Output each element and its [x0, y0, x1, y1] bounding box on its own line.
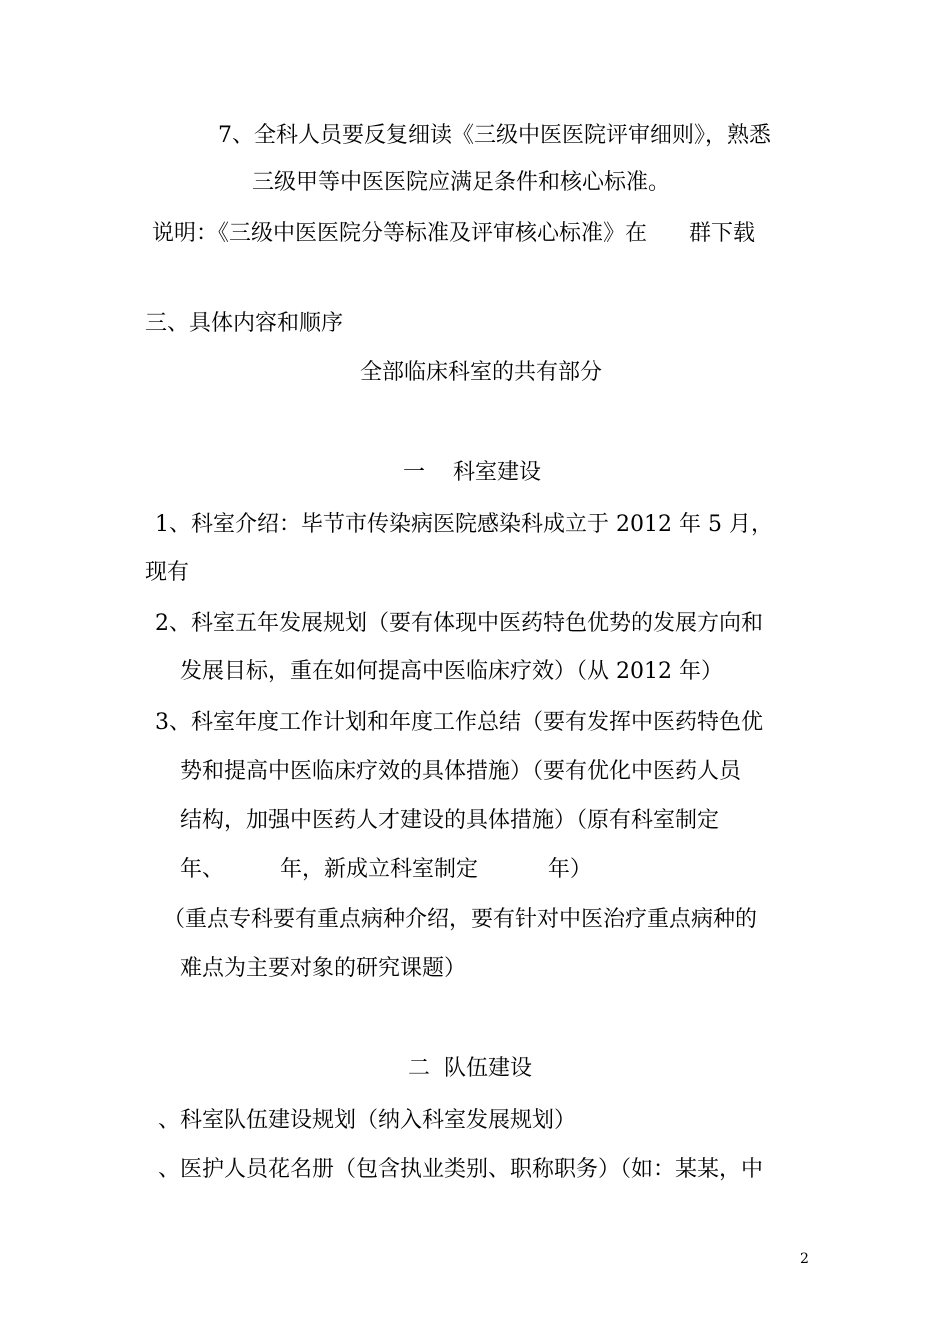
item-3-line-1: 3、科室年度工作计划和年度工作总结（要有发挥中医药特色优: [155, 710, 763, 735]
item-b: 、医护人员花名册（包含执业类别、职称职务）（如：某某，中: [158, 1157, 764, 1182]
note-2-line-1: （重点专科要有重点病种介绍，要有针对中医治疗重点病种的: [163, 907, 758, 932]
chapter-2-heading: 二 队伍建设: [408, 1056, 532, 1081]
item-2-line-2: 发展目标，重在如何提高中医临床疗效）（从 2012 年）: [180, 659, 723, 684]
note-line: 说明：《三级中医医院分等标准及评审核心标准》在 群下载: [152, 221, 755, 246]
page-number: 2: [800, 1251, 809, 1267]
subtitle: 全部临床科室的共有部分: [360, 360, 603, 385]
item-2-line-1: 2、科室五年发展规划（要有体现中医药特色优势的发展方向和: [155, 611, 763, 636]
item-a: 、科室队伍建设规划（纳入科室发展规划）: [158, 1108, 577, 1133]
note-2-line-2: 难点为主要对象的研究课题）: [180, 956, 467, 981]
item-3-line-3: 结构，加强中医药人才建设的具体措施）（原有科室制定: [180, 808, 720, 833]
section-heading: 三、具体内容和顺序: [145, 311, 344, 336]
item-1-line-2: 现有: [145, 560, 190, 585]
item-3-line-4: 年、 年，新成立科室制定 年）: [180, 857, 592, 882]
item-7-line-1: 7、全科人员要反复细读《三级中医医院评审细则》，熟悉: [218, 123, 771, 148]
item-7-line-2: 三级甲等中医医院应满足条件和核心标准。: [252, 170, 671, 195]
chapter-1-heading: 一 科室建设: [403, 460, 541, 485]
item-1-line-1: 1、科室介绍：毕节市传染病医院感染科成立于 2012 年 5 月，: [155, 512, 773, 537]
item-3-line-2: 势和提高中医临床疗效的具体措施）（要有优化中医药人员: [180, 759, 742, 784]
